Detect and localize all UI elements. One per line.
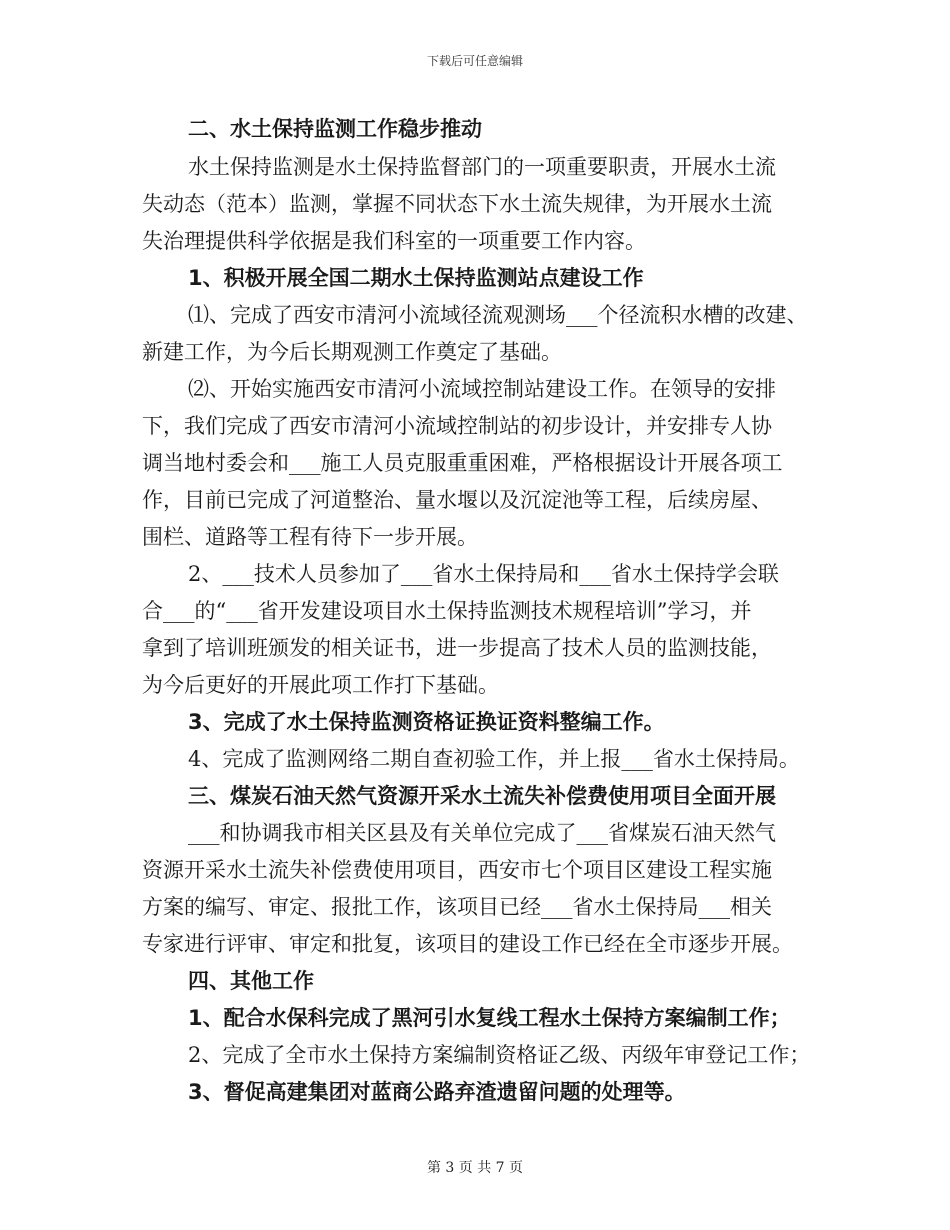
paragraph-line: 调当地村委会和___施工人员克服重重困难，严格根据设计开展各项工 — [142, 451, 783, 475]
paragraph-line: ⑴、完成了西安市清河小流域径流观测场___个径流积水槽的改建、 — [188, 303, 808, 327]
section-heading-2: 二、水土保持监测工作稳步推动 — [188, 117, 482, 141]
paragraph-line: ⑵、开始实施西安市清河小流域控制站建设工作。在领导的安排 — [188, 377, 776, 401]
paragraph-line: 2、___技术人员参加了___省水土保持局和___省水土保持学会联 — [188, 562, 779, 586]
page-header: 下载后可任意编辑 — [426, 54, 523, 68]
paragraph-line: 水土保持监测是水土保持监督部门的一项重要职责，开展水土流 — [188, 155, 776, 179]
paragraph-line: 为今后更好的开展此项工作打下基础。 — [142, 673, 499, 697]
list-item-3: 3、督促高建集团对蓝商公路弃渣遗留问题的处理等。 — [188, 1080, 686, 1104]
paragraph-line: 4、完成了监测网络二期自查初验工作，并上报___省水土保持局。 — [188, 747, 800, 771]
paragraph-line: 合___的“___省开发建设项目水土保持监测技术规程培训”学习，并 — [142, 599, 752, 623]
section-heading-3: 三、煤炭石油天然气资源开采水土流失补偿费使用项目全面开展 — [188, 784, 776, 808]
subsection-heading-1: 1、积极开展全国二期水土保持监测站点建设工作 — [188, 266, 644, 290]
paragraph-line: 专家进行评审、审定和批复，该项目的建设工作已经在全市逐步开展。 — [142, 932, 793, 956]
list-item-1: 1、配合水保科完成了黑河引水复线工程水土保持方案编制工作； — [188, 1006, 791, 1030]
list-item-2: 2、完成了全市水土保持方案编制资格证乙级、丙级年审登记工作； — [188, 1043, 811, 1067]
paragraph-line: 作，目前已完成了河道整治、量水堰以及沉淀池等工程，后续房屋、 — [142, 488, 772, 512]
paragraph-line: 失治理提供科学依据是我们科室的一项重要工作内容。 — [142, 229, 646, 253]
section-heading-4: 四、其他工作 — [188, 969, 314, 993]
page-footer: 第 3 页 共 7 页 — [426, 1160, 524, 1176]
paragraph-line: 下，我们完成了西安市清河小流域控制站的初步设计，并安排专人协 — [142, 414, 772, 438]
paragraph-line: ___和协调我市相关区县及有关单位完成了___省煤炭石油天然气 — [188, 821, 776, 845]
paragraph-line: 围栏、道路等工程有待下一步开展。 — [142, 525, 478, 549]
paragraph-line: 失动态（范本）监测，掌握不同状态下水土流失规律，为开展水土流 — [142, 192, 772, 216]
paragraph-line: 方案的编写、审定、报批工作，该项目已经___省水土保持局___相关 — [142, 895, 772, 919]
paragraph-line: 新建工作，为今后长期观测工作奠定了基础。 — [142, 340, 562, 364]
subsection-heading-3: 3、完成了水土保持监测资格证换证资料整编工作。 — [188, 710, 665, 734]
paragraph-line: 拿到了培训班颁发的相关证书，进一步提高了技术人员的监测技能， — [142, 636, 772, 660]
paragraph-line: 资源开采水土流失补偿费使用项目，西安市七个项目区建设工程实施 — [142, 858, 772, 882]
